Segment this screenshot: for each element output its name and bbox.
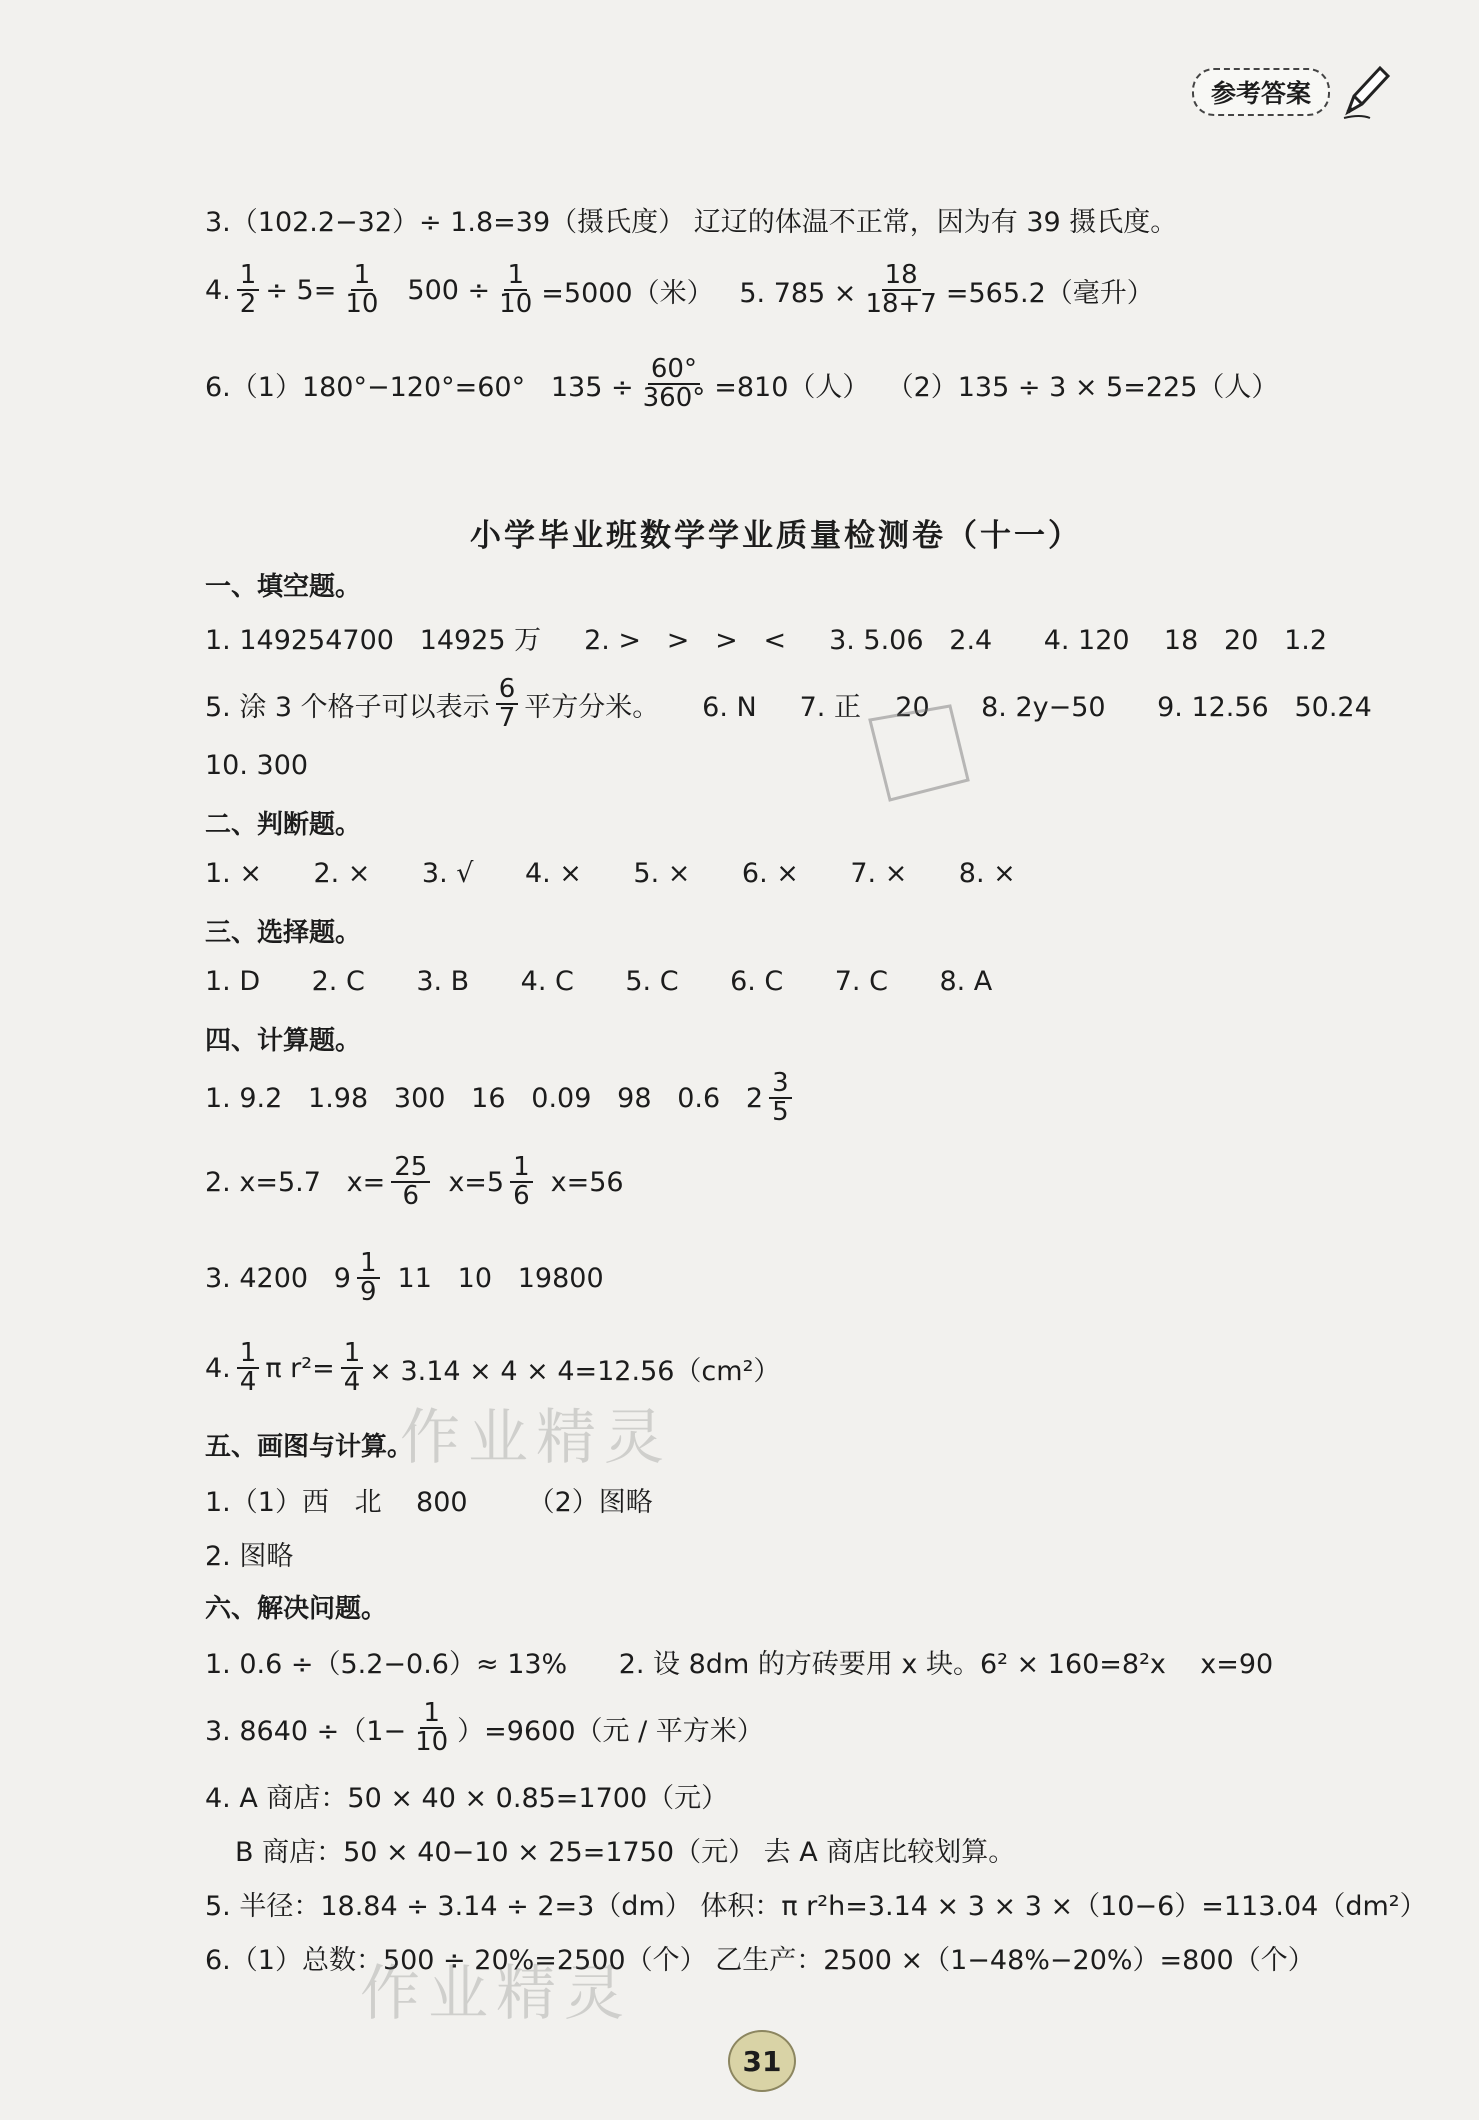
text: x=5 xyxy=(448,1166,505,1198)
denominator: 10 xyxy=(345,289,379,320)
fraction xyxy=(341,1340,364,1397)
problem-line-5: 5. 半径：18.84 ÷ 3.14 ÷ 2=3（dm） 体积：π r²h=3.14 × 3 × 3 ×（10−6）=113.04（dm²） xyxy=(205,1891,1427,1922)
text: 11 10 19800 xyxy=(397,1262,604,1294)
true-false-answers: 1. × 2. × 3. √ 4. × 5. × 6. × 7. × 8. × xyxy=(205,858,1016,889)
fill-blank-line-1: 1. 149254700 14925 万 2. > > > < 3. 5.06 2.4 4. 120 18 20 1.2 xyxy=(205,625,1328,656)
text: 5. 涂 3 个格子可以表示 xyxy=(205,691,490,723)
fraction xyxy=(640,356,709,413)
numerator: 1 xyxy=(510,1154,533,1183)
text: =5000（米） 5. 785 × xyxy=(541,277,857,309)
calculation-line-2 xyxy=(205,1154,624,1211)
text: 500 ÷ xyxy=(407,274,491,306)
watermark: 作业精灵 xyxy=(400,1403,672,1473)
denominator: 360° xyxy=(642,383,706,414)
section-heading-problem-solving: 六、解决问题。 xyxy=(205,1594,388,1624)
fraction xyxy=(342,262,381,319)
page-number: 31 xyxy=(728,2030,796,2092)
text: 6.（1）180°−120°=60° 135 ÷ xyxy=(205,371,634,403)
numerator: 18 xyxy=(882,262,921,291)
drawing-line-2: 2. 图略 xyxy=(205,1541,294,1572)
answer-line-4 xyxy=(205,262,1154,319)
section-heading-drawing: 五、画图与计算。 xyxy=(205,1432,414,1462)
text: ）=9600（元 / 平方米） xyxy=(457,1715,764,1747)
problem-line-4b: B 商店：50 × 40−10 × 25=1750（元） 去 A 商店比较划算。 xyxy=(235,1837,1016,1868)
numerator: 1 xyxy=(504,262,527,291)
denominator: 18+7 xyxy=(865,289,937,320)
denominator: 10 xyxy=(415,1727,449,1758)
answer-key-badge: 参考答案 xyxy=(1192,68,1330,116)
pencil-icon xyxy=(1340,62,1392,122)
fraction xyxy=(510,1154,533,1211)
section-heading-multiple-choice: 三、选择题。 xyxy=(205,918,362,948)
denominator: 6 xyxy=(402,1181,420,1212)
text: =565.2（毫升） xyxy=(945,277,1154,309)
denominator: 4 xyxy=(343,1367,361,1398)
fraction xyxy=(862,262,939,319)
fill-blank-line-10: 10. 300 xyxy=(205,750,309,781)
problem-line-4: 4. A 商店：50 × 40 × 0.85=1700（元） xyxy=(205,1783,729,1814)
numerator: 1 xyxy=(237,1340,260,1369)
calculation-line-4 xyxy=(205,1340,780,1397)
numerator: 3 xyxy=(769,1070,792,1099)
numerator: 1 xyxy=(341,1340,364,1369)
text: × 3.14 × 4 × 4=12.56（cm²） xyxy=(369,1355,781,1387)
fill-blank-line-5 xyxy=(205,676,1372,733)
text: 1. 9.2 1.98 300 16 0.09 98 0.6 2 xyxy=(205,1082,764,1114)
section-heading-fill-blank: 一、填空题。 xyxy=(205,572,362,602)
fraction xyxy=(496,676,519,733)
denominator: 9 xyxy=(359,1277,377,1308)
numerator: 1 xyxy=(357,1250,380,1279)
text: 2. x=5.7 x= xyxy=(205,1166,386,1198)
denominator: 4 xyxy=(239,1367,257,1398)
fraction xyxy=(357,1250,380,1307)
calculation-line-1 xyxy=(205,1070,798,1127)
section-heading-true-false: 二、判断题。 xyxy=(205,810,362,840)
denominator: 10 xyxy=(499,289,533,320)
fraction xyxy=(237,262,260,319)
drawing-line-1: 1.（1）西 北 800 （2）图略 xyxy=(205,1487,653,1518)
text: x=56 xyxy=(550,1166,624,1198)
page-title: 小学毕业班数学学业质量检测卷（十一） xyxy=(470,518,1082,554)
numerator: 1 xyxy=(237,262,260,291)
watermark-stamp-icon xyxy=(860,700,980,810)
problem-line-6: 6.（1）总数：500 ÷ 20%=2500（个） 乙生产：2500 ×（1−48%−20%）=800（个） xyxy=(205,1945,1315,1976)
numerator: 6 xyxy=(496,676,519,705)
text: 4. xyxy=(205,274,231,306)
numerator: 1 xyxy=(351,262,374,291)
denominator: 6 xyxy=(513,1181,530,1212)
fraction xyxy=(769,1070,792,1127)
text: ÷ 5= xyxy=(265,274,337,306)
numerator: 25 xyxy=(391,1154,430,1183)
multiple-choice-answers: 1. D 2. C 3. B 4. C 5. C 6. C 7. C 8. A xyxy=(205,966,993,997)
numerator: 60° xyxy=(648,356,700,385)
problem-line-1: 1. 0.6 ÷（5.2−0.6）≈ 13% 2. 设 8dm 的方砖要用 x 块。6² × 160=8²x x=90 xyxy=(205,1649,1274,1680)
fraction xyxy=(391,1154,430,1211)
denominator: 5 xyxy=(772,1097,789,1128)
section-heading-calculation: 四、计算题。 xyxy=(205,1026,362,1056)
calculation-line-3 xyxy=(205,1250,604,1307)
denominator: 2 xyxy=(239,289,257,320)
text: 平方分米。 6. N 7. 正 20 8. 2y−50 9. 12.56 50.24 xyxy=(524,691,1372,723)
answer-line-6 xyxy=(205,356,1278,413)
watermark: 作业精灵 xyxy=(360,1959,632,2029)
text: =810（人） （2）135 ÷ 3 × 5=225（人） xyxy=(714,371,1279,403)
fraction xyxy=(496,262,535,319)
fraction xyxy=(412,1700,451,1757)
fraction xyxy=(237,1340,260,1397)
text: 4. xyxy=(205,1352,231,1384)
text: 3. 4200 9 xyxy=(205,1262,351,1294)
text: π r²= xyxy=(265,1352,335,1384)
denominator: 7 xyxy=(498,703,516,734)
numerator: 1 xyxy=(420,1700,443,1729)
text: 3. 8640 ÷（1− xyxy=(205,1715,407,1747)
answer-line-3: 3.（102.2−32）÷ 1.8=39（摄氏度） 辽辽的体温不正常，因为有 39 摄氏度。 xyxy=(205,207,1178,238)
problem-line-3 xyxy=(205,1700,764,1757)
